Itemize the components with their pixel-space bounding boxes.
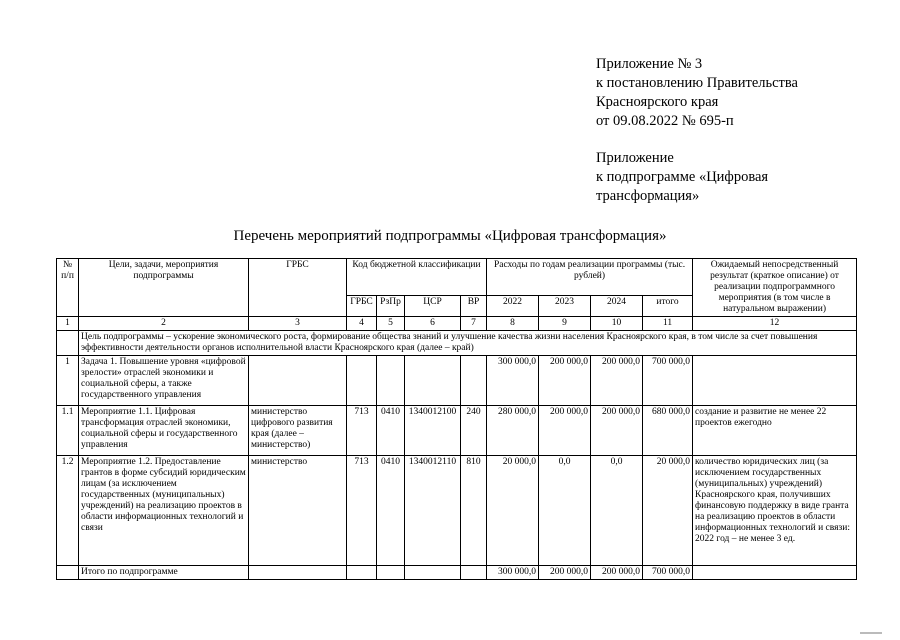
header-code-group: Код бюджетной классификации: [347, 259, 487, 296]
row-rzpr: [377, 356, 405, 406]
table-row: [57, 356, 857, 406]
header-row: [57, 259, 857, 296]
row-2023: 200 000,0: [539, 356, 591, 406]
row-csr: [405, 356, 461, 406]
column-number: 6: [405, 317, 461, 331]
total-empty-cell: [249, 566, 347, 580]
column-number: 2: [79, 317, 249, 331]
column-number: 5: [377, 317, 405, 331]
column-number: 12: [693, 317, 857, 331]
appendix-line: трансформация»: [596, 188, 700, 204]
total-empty-cell: [405, 566, 461, 580]
total-row: [57, 566, 857, 580]
column-number: 8: [487, 317, 539, 331]
row-2023: 0,0: [539, 456, 591, 566]
header-num: № п/п: [57, 259, 79, 317]
row-2022: 300 000,0: [487, 356, 539, 406]
total-empty-cell: [693, 566, 857, 580]
header-code-col: ГРБС: [347, 296, 377, 317]
row-grbs: министерство: [249, 456, 347, 566]
row-2024: 200 000,0: [591, 406, 643, 456]
row-result: количество юридических лиц (за исключением государственных (муниципальных) учреждений) Красноярского края, получивших финансовую поддержку в виде гранта на реализацию проектов в области информационных технологий и связи: 2022 год – не менее 3 ед.: [693, 456, 857, 566]
header-year-col: 2023: [539, 296, 591, 317]
total-empty-cell: [57, 566, 79, 580]
column-number: 7: [461, 317, 487, 331]
total-label: Итого по подпрограмме: [79, 566, 249, 580]
approval-block: [596, 55, 798, 206]
row-vr: 810: [461, 456, 487, 566]
header-code-col: РзПр: [377, 296, 405, 317]
header-code-col: ЦСР: [405, 296, 461, 317]
row-2024: 200 000,0: [591, 356, 643, 406]
measures-table: [56, 258, 857, 580]
header-total-col: итого: [643, 296, 693, 317]
row-name: Задача 1. Повышение уровня «цифровой зрелости» отраслей экономики и социальной сферы, а также государственного управления: [79, 356, 249, 406]
row-vr: [461, 356, 487, 406]
total-empty-cell: [347, 566, 377, 580]
row-total: 680 000,0: [643, 406, 693, 456]
column-number: 10: [591, 317, 643, 331]
column-number: 9: [539, 317, 591, 331]
header-result: Ожидаемый непосредственный результат (краткое описание) от реализации подпрограммного мероприятия (в том числе в натуральном выражении): [693, 259, 857, 317]
row-name: Мероприятие 1.1. Цифровая трансформация отраслей экономики, социальной сферы и государственного управления: [79, 406, 249, 456]
row-code: [347, 356, 377, 406]
header-year-col: 2022: [487, 296, 539, 317]
row-code: 713: [347, 406, 377, 456]
appendix-line: Приложение: [596, 150, 674, 166]
row-grbs: [249, 356, 347, 406]
table-row: [57, 456, 857, 566]
column-number-row: [57, 317, 857, 331]
approval-line: к постановлению Правительства: [596, 75, 798, 91]
document-title: Перечень мероприятий подпрограммы «Цифровая трансформация»: [233, 228, 667, 244]
approval-line: Приложение № 3: [596, 56, 703, 72]
total-2023: 200 000,0: [539, 566, 591, 580]
scan-artifact: [860, 632, 882, 634]
row-num: 1.2: [57, 456, 79, 566]
total-empty-cell: [377, 566, 405, 580]
row-2023: 200 000,0: [539, 406, 591, 456]
appendix-line: к подпрограмме «Цифровая: [596, 169, 769, 185]
header-code-col: ВР: [461, 296, 487, 317]
column-number: 1: [57, 317, 79, 331]
row-csr: 1340012100: [405, 406, 461, 456]
goal-text: Цель подпрограммы – ускорение экономического роста, формирование общества знаний и улучшение качества жизни населения Красноярского края, в том числе за счет повышения эффективности деятельности органов исполнительной власти Красноярского края (далее – край): [79, 331, 857, 356]
row-csr: 1340012110: [405, 456, 461, 566]
row-result: создание и развитие не менее 22 проектов ежегодно: [693, 406, 857, 456]
total-2022: 300 000,0: [487, 566, 539, 580]
header-year-col: 2024: [591, 296, 643, 317]
header-grbs: ГРБС: [249, 259, 347, 317]
goal-row: [57, 331, 857, 356]
approval-line: от 09.08.2022 № 695-п: [596, 113, 734, 129]
header-expenses-group: Расходы по годам реализации программы (тыс. рублей): [487, 259, 693, 296]
column-number: 4: [347, 317, 377, 331]
column-number: 3: [249, 317, 347, 331]
row-num: 1: [57, 356, 79, 406]
total-empty-cell: [461, 566, 487, 580]
row-2022: 280 000,0: [487, 406, 539, 456]
total-2024: 200 000,0: [591, 566, 643, 580]
approval-line: Красноярского края: [596, 94, 719, 110]
column-number: 11: [643, 317, 693, 331]
row-num: 1.1: [57, 406, 79, 456]
row-code: 713: [347, 456, 377, 566]
row-rzpr: 0410: [377, 456, 405, 566]
row-total: 700 000,0: [643, 356, 693, 406]
table-row: [57, 406, 857, 456]
row-name: Мероприятие 1.2. Предоставление грантов в форме субсидий юридическим лицам (за исключением государственных (муниципальных) учреждений) на реализацию проектов в области информационных технологий и связи: [79, 456, 249, 566]
total-sum: 700 000,0: [643, 566, 693, 580]
row-grbs: министерство цифрового развития края (далее – министерство): [249, 406, 347, 456]
row-result: [693, 356, 857, 406]
goal-empty-cell: [57, 331, 79, 356]
row-rzpr: 0410: [377, 406, 405, 456]
row-total: 20 000,0: [643, 456, 693, 566]
row-2022: 20 000,0: [487, 456, 539, 566]
header-goals: Цели, задачи, мероприятия подпрограммы: [79, 259, 249, 317]
row-vr: 240: [461, 406, 487, 456]
row-2024: 0,0: [591, 456, 643, 566]
